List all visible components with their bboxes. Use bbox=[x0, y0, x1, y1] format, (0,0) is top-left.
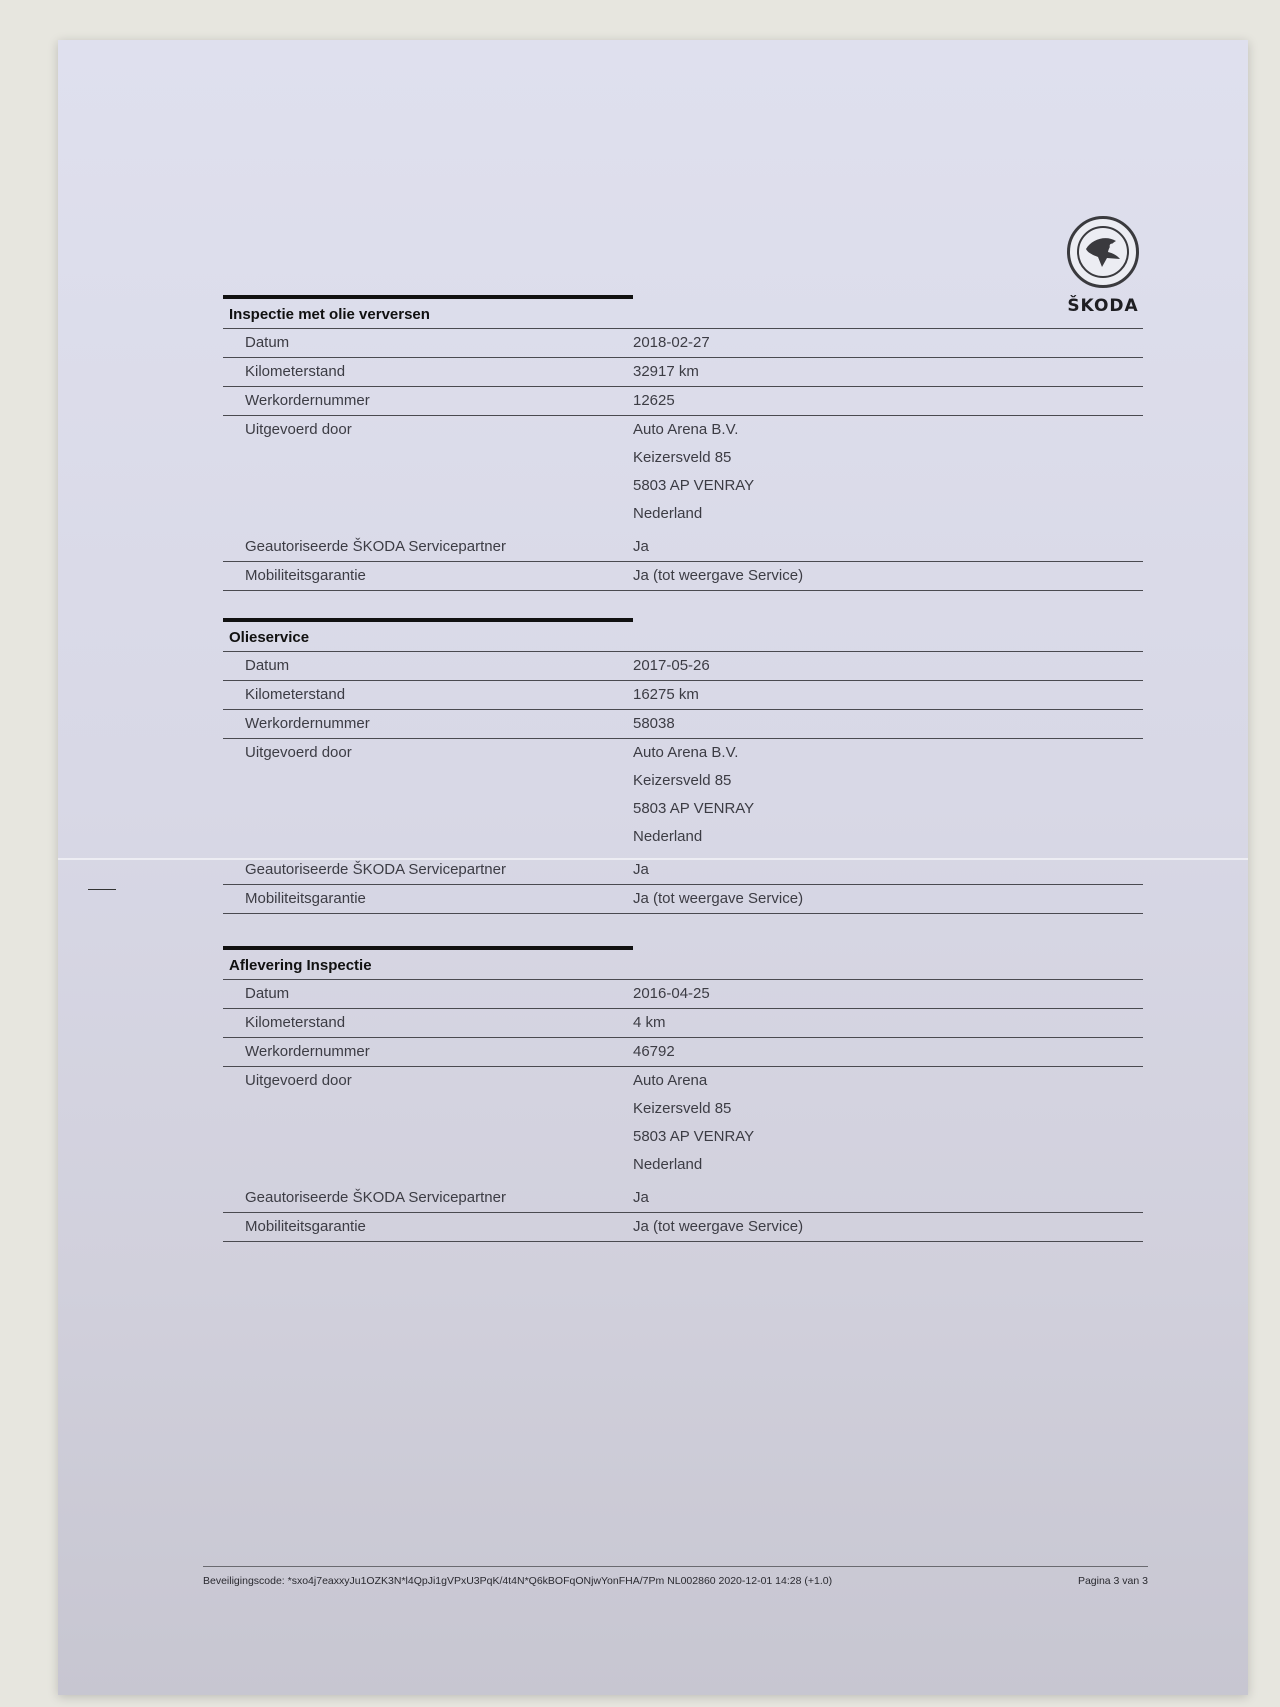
row-performed-by bbox=[223, 739, 1143, 856]
date-value: 2016-04-25 bbox=[633, 985, 710, 1002]
row-performed-by bbox=[223, 1067, 1143, 1184]
km-label: Kilometerstand bbox=[245, 686, 346, 703]
mobility-value: Ja (tot weergave Service) bbox=[633, 1218, 804, 1235]
page-number: Pagina 3 van 3 bbox=[1077, 1575, 1148, 1587]
security-code: Beveiligingscode: *sxo4j7eaxxyJu1OZK3N*l4QpJi1gVPxU3PqK/4t4N*Q6kBOFqONjwYonFHA/7Pm NL002860 2020-12-01 14:28 (+1.0) bbox=[203, 1575, 833, 1587]
km-value: 32917 km bbox=[633, 363, 699, 380]
date-value: 2017-05-26 bbox=[633, 657, 710, 674]
order-label: Werkordernummer bbox=[245, 1043, 370, 1060]
row-order bbox=[223, 387, 1143, 416]
partner-value: Ja bbox=[633, 538, 649, 555]
skoda-arrow-icon bbox=[1067, 216, 1139, 288]
row-order bbox=[223, 1038, 1143, 1067]
km-value: 4 km bbox=[633, 1014, 666, 1031]
address-line: Keizersveld 85 bbox=[633, 772, 732, 789]
address-block bbox=[633, 739, 1143, 856]
row-mobility bbox=[223, 885, 1143, 914]
address-line: Keizersveld 85 bbox=[633, 1100, 732, 1117]
row-performed-by bbox=[223, 416, 1143, 533]
address-line: Nederland bbox=[633, 505, 703, 522]
order-label: Werkordernummer bbox=[245, 715, 370, 732]
mobility-label: Mobiliteitsgarantie bbox=[245, 567, 366, 584]
order-value: 12625 bbox=[633, 392, 675, 409]
mobility-label: Mobiliteitsgarantie bbox=[245, 1218, 366, 1235]
fold-tick-mark bbox=[88, 889, 116, 890]
section-title: Inspectie met olie verversen bbox=[223, 299, 1143, 329]
section-title: Olieservice bbox=[223, 622, 1143, 652]
brand-name: ŠKODA bbox=[1067, 296, 1139, 316]
performed-by-label: Uitgevoerd door bbox=[245, 1072, 352, 1089]
partner-value: Ja bbox=[633, 1189, 649, 1206]
address-line: Keizersveld 85 bbox=[633, 449, 732, 466]
row-date bbox=[223, 980, 1143, 1009]
date-label: Datum bbox=[245, 334, 290, 351]
row-date bbox=[223, 652, 1143, 681]
row-km bbox=[223, 681, 1143, 710]
row-mobility bbox=[223, 562, 1143, 591]
section-title: Aflevering Inspectie bbox=[223, 950, 1143, 980]
row-partner bbox=[223, 856, 1143, 885]
partner-value: Ja bbox=[633, 861, 649, 878]
partner-label: Geautoriseerde ŠKODA Servicepartner bbox=[245, 538, 506, 555]
row-partner bbox=[223, 1184, 1143, 1213]
row-km bbox=[223, 358, 1143, 387]
address-line: Auto Arena B.V. bbox=[633, 744, 739, 761]
performed-by-label: Uitgevoerd door bbox=[245, 744, 352, 761]
order-value: 58038 bbox=[633, 715, 675, 732]
date-label: Datum bbox=[245, 657, 290, 674]
km-label: Kilometerstand bbox=[245, 363, 346, 380]
row-mobility bbox=[223, 1213, 1143, 1242]
section-aflevering bbox=[223, 946, 1143, 1242]
mobility-label: Mobiliteitsgarantie bbox=[245, 890, 366, 907]
mobility-value: Ja (tot weergave Service) bbox=[633, 567, 804, 584]
order-label: Werkordernummer bbox=[245, 392, 370, 409]
section-inspectie bbox=[223, 295, 1143, 591]
address-line: Nederland bbox=[633, 828, 703, 845]
address-block bbox=[633, 1067, 1143, 1184]
km-value: 16275 km bbox=[633, 686, 699, 703]
partner-label: Geautoriseerde ŠKODA Servicepartner bbox=[245, 1189, 506, 1206]
performed-by-label: Uitgevoerd door bbox=[245, 421, 352, 438]
order-value: 46792 bbox=[633, 1043, 675, 1060]
address-line: Auto Arena bbox=[633, 1072, 708, 1089]
document-page bbox=[58, 40, 1248, 1695]
row-partner bbox=[223, 533, 1143, 562]
row-order bbox=[223, 710, 1143, 739]
address-line: 5803 AP VENRAY bbox=[633, 477, 755, 494]
partner-label: Geautoriseerde ŠKODA Servicepartner bbox=[245, 861, 506, 878]
page-footer bbox=[203, 1566, 1148, 1587]
date-label: Datum bbox=[245, 985, 290, 1002]
address-block bbox=[633, 416, 1143, 533]
address-line: 5803 AP VENRAY bbox=[633, 800, 755, 817]
address-line: 5803 AP VENRAY bbox=[633, 1128, 755, 1145]
section-olieservice bbox=[223, 618, 1143, 914]
row-km bbox=[223, 1009, 1143, 1038]
km-label: Kilometerstand bbox=[245, 1014, 346, 1031]
address-line: Auto Arena B.V. bbox=[633, 421, 739, 438]
mobility-value: Ja (tot weergave Service) bbox=[633, 890, 804, 907]
address-line: Nederland bbox=[633, 1156, 703, 1173]
date-value: 2018-02-27 bbox=[633, 334, 710, 351]
row-date bbox=[223, 329, 1143, 358]
